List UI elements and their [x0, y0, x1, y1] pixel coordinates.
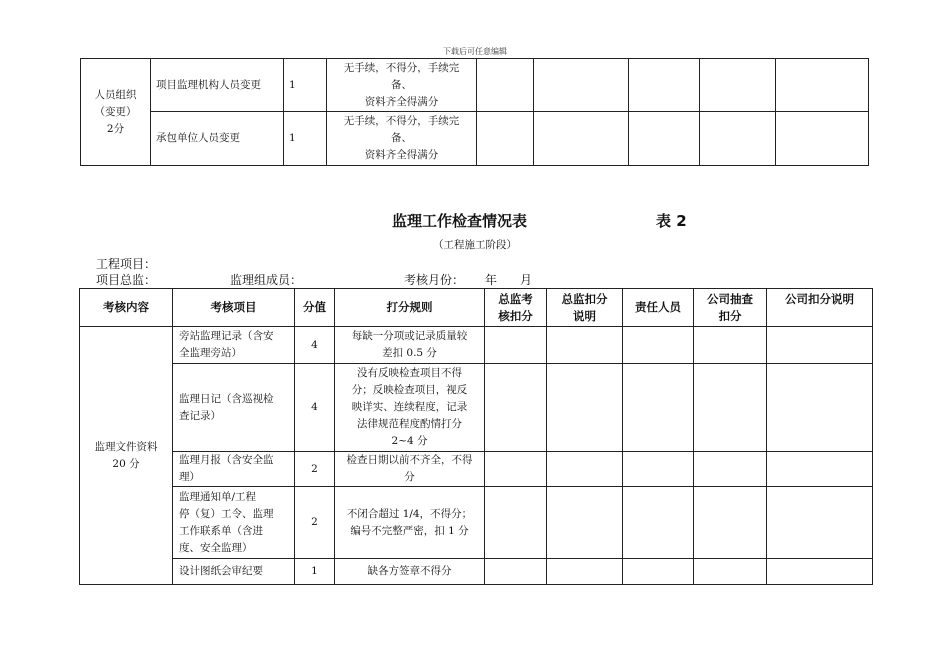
header-item: 考核项目 [173, 289, 295, 327]
rule-line: 不闭合超过 1/4，不得分； [346, 507, 473, 520]
header-person: 责任人员 [623, 289, 694, 327]
item-line: 旁站监理记录（含安 [179, 330, 274, 342]
rule-line: 资料齐全得满分 [364, 95, 439, 108]
rule-line: 备、 [391, 132, 412, 144]
rule-line: 无手续，不得分，手续完 [343, 61, 460, 74]
item-cell [173, 364, 295, 452]
item-cell [173, 452, 295, 487]
header-company-check [694, 289, 767, 327]
empty-cell [547, 364, 623, 452]
empty-cell [485, 487, 547, 559]
empty-cell [629, 59, 700, 112]
empty-cell [767, 364, 873, 452]
empty-cell [623, 327, 694, 364]
empty-cell [547, 327, 623, 364]
item-cell: 项目监理机构人员变更 [151, 59, 284, 112]
mon-label: 月 [520, 273, 533, 287]
item-cell [173, 327, 295, 364]
empty-cell [623, 452, 694, 487]
header-line: 扣分 [718, 308, 742, 323]
item-line: 监理通知单/工程 [179, 490, 257, 503]
item-line: 工作联系单（含进 [179, 524, 263, 537]
group-score: 2分 [106, 122, 125, 135]
rule-line: 差扣 0.5 分 [382, 347, 437, 359]
group-score: 20 分 [112, 457, 140, 470]
header-score: 分值 [295, 289, 335, 327]
empty-cell [547, 559, 623, 585]
empty-cell [767, 559, 873, 585]
score-cell: 1 [284, 59, 327, 112]
header-note: 下载后可任意编辑 [443, 47, 507, 56]
item-line: 度、安全监理） [179, 541, 253, 554]
page-title: 监理工作检查情况表 [392, 212, 528, 230]
score-cell: 1 [295, 559, 335, 585]
table-number: 表 2 [656, 212, 687, 230]
empty-cell [485, 452, 547, 487]
score-cell: 4 [295, 327, 335, 364]
header-row [80, 289, 873, 327]
rule-line: 编号不完整严密，扣 1 分 [350, 524, 469, 537]
rule-line: 备、 [391, 78, 412, 91]
table-row [81, 59, 869, 112]
header-company-note: 公司扣分说明 [767, 289, 873, 327]
rule-line: 分 [404, 471, 415, 483]
group-label: 人员组织 [94, 88, 137, 101]
empty-cell [767, 327, 873, 364]
page-subtitle: （工程施工阶段） [433, 239, 517, 251]
header-line: 核扣分 [498, 308, 533, 323]
inspection-table [79, 288, 873, 585]
rule-cell [335, 364, 485, 452]
empty-cell [694, 487, 767, 559]
rule-cell: 缺各方签章不得分 [335, 559, 485, 585]
rule-line: 没有反映检查项目不得 [357, 367, 462, 379]
members-label: 监理组成员： [230, 273, 303, 287]
empty-cell [629, 112, 700, 166]
group-cell [81, 59, 151, 166]
header-chief-deduct [485, 289, 547, 327]
empty-cell [776, 59, 869, 112]
empty-cell [694, 327, 767, 364]
personnel-change-table [80, 58, 869, 166]
empty-cell [477, 59, 534, 112]
table-row [81, 112, 869, 166]
empty-cell [485, 559, 547, 585]
group-label: （变更） [94, 105, 137, 118]
item-line: 监理日记（含巡视检 [179, 392, 274, 405]
month-label: 考核月份： [404, 273, 465, 287]
rule-line: 无手续，不得分，手续完 [343, 115, 460, 127]
table-row [80, 559, 873, 585]
empty-cell [623, 487, 694, 559]
empty-cell [547, 452, 623, 487]
rule-cell [335, 327, 485, 364]
rule-line: 映详实、连续程度，记录 [351, 401, 468, 413]
empty-cell [623, 559, 694, 585]
header-line: 总监考 [498, 291, 533, 306]
empty-cell [534, 59, 629, 112]
score-cell: 4 [295, 364, 335, 452]
empty-cell [477, 112, 534, 166]
item-line: 查记录） [179, 409, 221, 422]
year-label: 年 [485, 273, 498, 287]
header-line: 公司抽查 [707, 291, 753, 306]
empty-cell [485, 327, 547, 364]
item-line: 监理月报（含安全监 [179, 454, 274, 466]
rule-cell [327, 112, 477, 166]
empty-cell [776, 112, 869, 166]
header-content: 考核内容 [80, 289, 173, 327]
header-line: 说明 [573, 308, 596, 323]
project-label: 工程项目： [96, 257, 157, 271]
empty-cell [534, 112, 629, 166]
empty-cell [547, 487, 623, 559]
score-cell: 2 [295, 452, 335, 487]
rule-cell [335, 487, 485, 559]
rule-line: 分；反映检查项目，视反 [351, 384, 468, 396]
item-cell: 承包单位人员变更 [151, 112, 284, 166]
empty-cell [767, 487, 873, 559]
empty-cell [694, 559, 767, 585]
item-line: 停（复）工令、监理 [179, 507, 274, 520]
rule-cell [327, 59, 477, 112]
item-cell [173, 487, 295, 559]
score-cell: 1 [284, 112, 327, 166]
rule-cell [335, 452, 485, 487]
empty-cell [694, 452, 767, 487]
rule-line: 每缺一分项或记录质量较 [351, 330, 468, 342]
chief-label: 项目总监： [96, 273, 157, 287]
table-row [80, 364, 873, 452]
rule-line: 检查日期以前不齐全，不得 [346, 454, 473, 466]
score-cell: 2 [295, 487, 335, 559]
empty-cell [700, 59, 776, 112]
empty-cell [767, 452, 873, 487]
table-row [80, 452, 873, 487]
empty-cell [623, 364, 694, 452]
header-chief-note [547, 289, 623, 327]
group-cell [80, 327, 173, 585]
rule-line: 资料齐全得满分 [364, 149, 439, 161]
rule-line: 法律规范程度酌情打分 [357, 418, 462, 430]
table-row [80, 487, 873, 559]
table-row [80, 327, 873, 364]
empty-cell [700, 112, 776, 166]
empty-cell [694, 364, 767, 452]
group-label: 监理文件资料 [94, 440, 158, 453]
rule-line: 2~4 分 [391, 435, 428, 447]
item-cell: 设计图纸会审纪要 [173, 559, 295, 585]
header-rule: 打分规则 [335, 289, 485, 327]
header-line: 总监扣分 [561, 291, 608, 306]
empty-cell [485, 364, 547, 452]
item-line: 全监理旁站） [179, 347, 242, 359]
item-line: 理） [179, 471, 200, 483]
